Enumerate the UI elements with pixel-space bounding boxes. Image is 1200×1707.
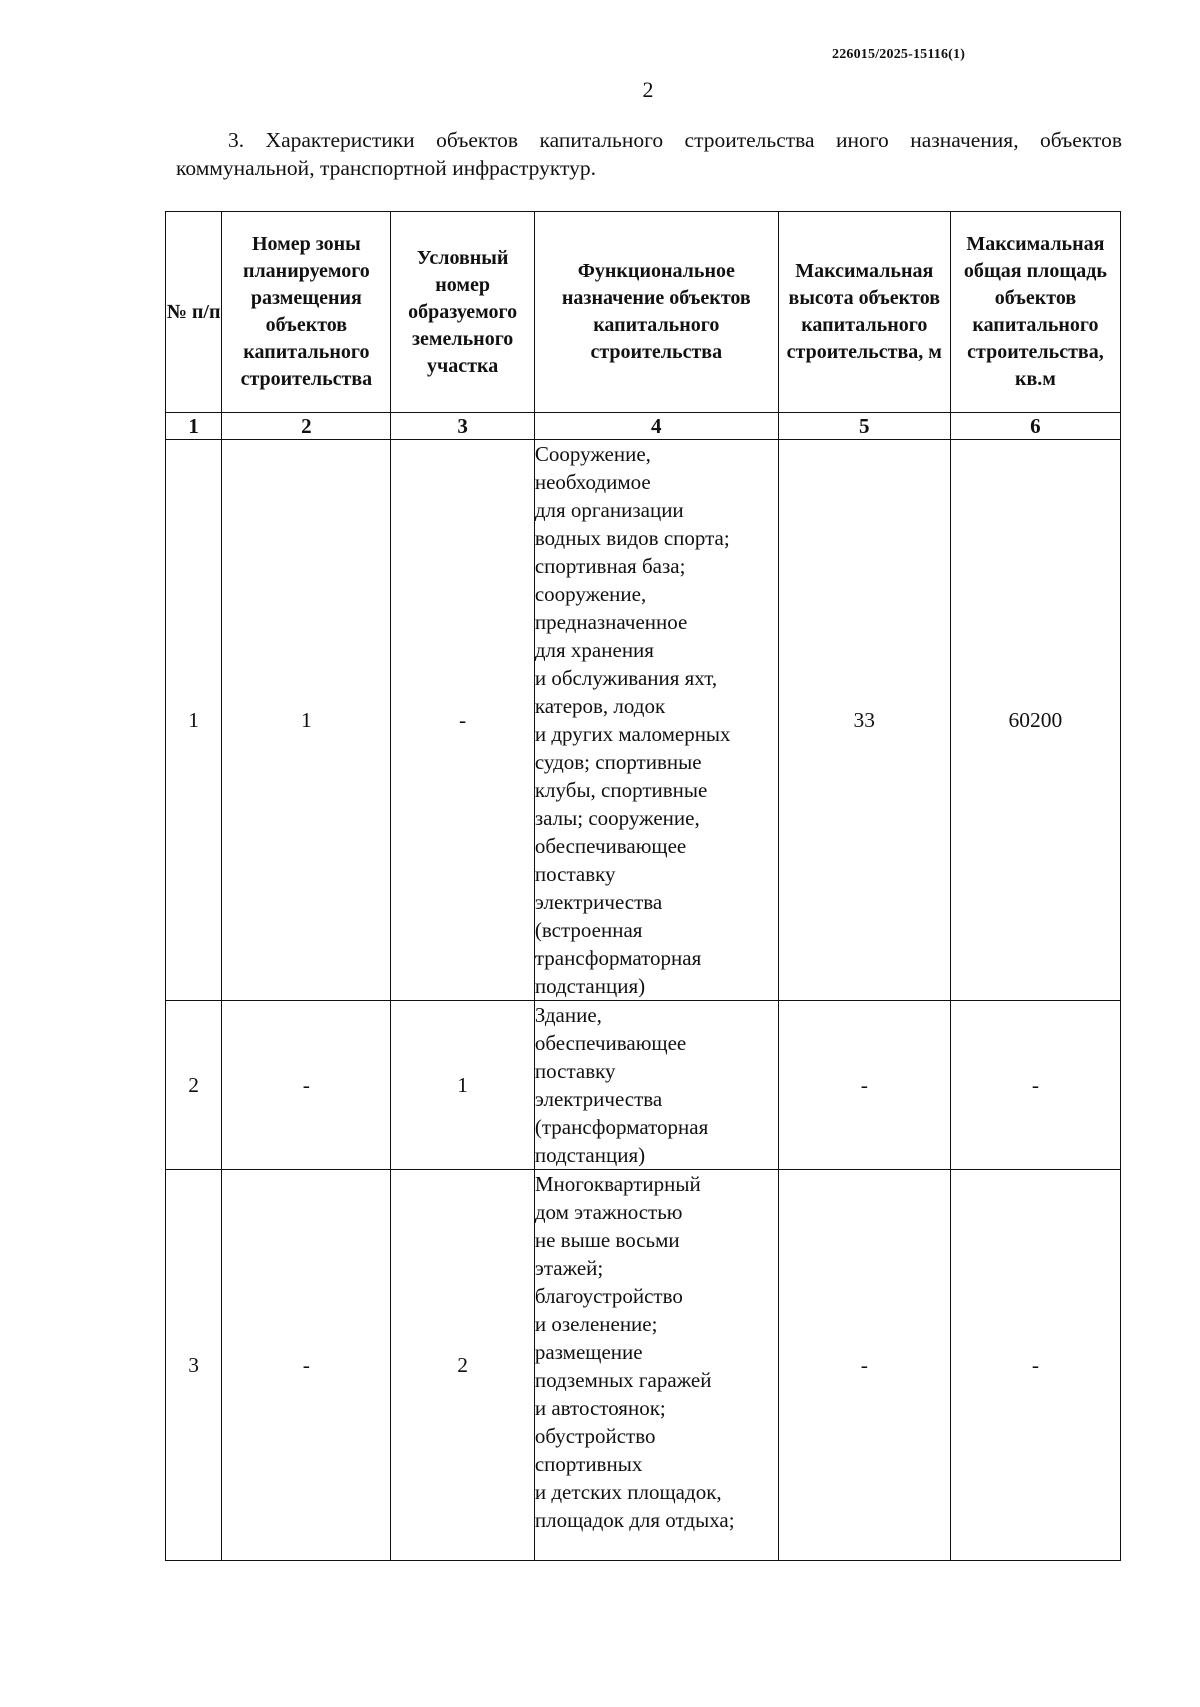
row-number-cell: 2 bbox=[166, 1001, 222, 1170]
max-area-cell: 60200 bbox=[950, 440, 1120, 1001]
function-text-line: этажей; bbox=[534, 1256, 604, 1280]
function-text-line: подземных гаражей bbox=[534, 1368, 712, 1392]
function-text-line: Многоквартирный bbox=[534, 1172, 701, 1196]
header-row-number: № п/п bbox=[166, 212, 222, 413]
table-row bbox=[166, 1001, 1121, 1170]
function-cell bbox=[534, 1001, 778, 1170]
function-text-line: Сооружение, bbox=[534, 442, 651, 466]
function-text-line: подстанция) bbox=[534, 974, 646, 998]
header-function: Функциональное назначение объектов капитального строительства bbox=[534, 212, 778, 413]
function-text-line: подстанция) bbox=[534, 1143, 646, 1167]
function-cell bbox=[534, 440, 778, 1001]
function-text-line: размещение bbox=[534, 1340, 643, 1364]
function-text-line: для хранения bbox=[534, 638, 654, 662]
function-text-line: спортивных bbox=[534, 1452, 643, 1476]
max-area-cell: - bbox=[950, 1170, 1120, 1561]
function-text-line: благоустройство bbox=[534, 1284, 683, 1308]
row-number-cell: 1 bbox=[166, 440, 222, 1001]
function-text-line: поставку bbox=[534, 862, 616, 886]
header-parcel-number: Условный номер образуемого земельного участка bbox=[391, 212, 534, 413]
column-number: 6 bbox=[950, 413, 1120, 440]
function-text-line: и автостоянок; bbox=[534, 1396, 666, 1420]
max-height-cell: 33 bbox=[778, 440, 950, 1001]
zone-cell: 1 bbox=[222, 440, 391, 1001]
parcel-cell: 1 bbox=[391, 1001, 534, 1170]
function-text-line: не выше восьми bbox=[534, 1228, 680, 1252]
column-number: 1 bbox=[166, 413, 222, 440]
header-max-height: Максимальная высота объектов капитального строительства, м bbox=[778, 212, 950, 413]
row-number-cell: 3 bbox=[166, 1170, 222, 1561]
function-text-line: (встроенная bbox=[534, 918, 643, 942]
header-max-area: Максимальная общая площадь объектов капитального строительства, кв.м bbox=[950, 212, 1120, 413]
function-text-line: и других маломерных bbox=[534, 722, 731, 746]
zone-cell: - bbox=[222, 1170, 391, 1561]
function-text-line: Здание, bbox=[534, 1003, 602, 1027]
function-text-line: обеспечивающее bbox=[534, 1031, 687, 1055]
function-text-line: для организации bbox=[534, 498, 684, 522]
function-cell bbox=[534, 1170, 778, 1561]
header-zone-number: Номер зоны планируемого размещения объектов капитального строительства bbox=[222, 212, 391, 413]
zone-cell: - bbox=[222, 1001, 391, 1170]
function-text-line: дом этажностью bbox=[534, 1200, 683, 1224]
function-text-line: обустройство bbox=[534, 1424, 656, 1448]
column-number: 4 bbox=[534, 413, 778, 440]
table-header-row bbox=[166, 212, 1121, 413]
column-number: 2 bbox=[222, 413, 391, 440]
table-row bbox=[166, 440, 1121, 1001]
function-text-line: и озеленение; bbox=[534, 1312, 658, 1336]
column-number-row bbox=[166, 413, 1121, 440]
function-text-line: судов; спортивные bbox=[534, 750, 702, 774]
function-text-line: спортивная база; bbox=[534, 554, 686, 578]
function-text-line: сооружение, bbox=[534, 582, 647, 606]
max-height-cell: - bbox=[778, 1170, 950, 1561]
function-text-line: предназначенное bbox=[534, 610, 688, 634]
function-text-line: трансформаторная bbox=[534, 946, 702, 970]
section-intro-text: 3. Характеристики объектов капитального строительства иного назначения, объектов коммунальной, транспортной инфраструктур. bbox=[176, 128, 1122, 180]
function-text-line: катеров, лодок bbox=[534, 694, 666, 718]
function-text-line: электричества bbox=[534, 1087, 663, 1111]
function-text-line: и обслуживания яхт, bbox=[534, 666, 718, 690]
parcel-cell: 2 bbox=[391, 1170, 534, 1561]
function-text-line: водных видов спорта; bbox=[534, 526, 730, 550]
document-number: 226015/2025-15116(1) bbox=[832, 47, 966, 62]
function-text-line: клубы, спортивные bbox=[534, 778, 708, 802]
function-text-line: (трансформаторная bbox=[534, 1115, 709, 1139]
table-row bbox=[166, 1170, 1121, 1561]
max-area-cell: - bbox=[950, 1001, 1120, 1170]
function-text-line: необходимое bbox=[534, 470, 651, 494]
function-text-line: залы; сооружение, bbox=[534, 806, 700, 830]
max-height-cell: - bbox=[778, 1001, 950, 1170]
column-number: 5 bbox=[778, 413, 950, 440]
page-number: 2 bbox=[642, 77, 654, 102]
function-text-line: площадок для отдыха; bbox=[534, 1508, 735, 1532]
function-text-line: поставку bbox=[534, 1059, 616, 1083]
function-text-line: и детских площадок, bbox=[534, 1480, 722, 1504]
function-text-line: обеспечивающее bbox=[534, 834, 687, 858]
characteristics-table bbox=[165, 211, 1121, 1561]
column-number: 3 bbox=[391, 413, 534, 440]
function-text-line: электричества bbox=[534, 890, 663, 914]
parcel-cell: - bbox=[391, 440, 534, 1001]
